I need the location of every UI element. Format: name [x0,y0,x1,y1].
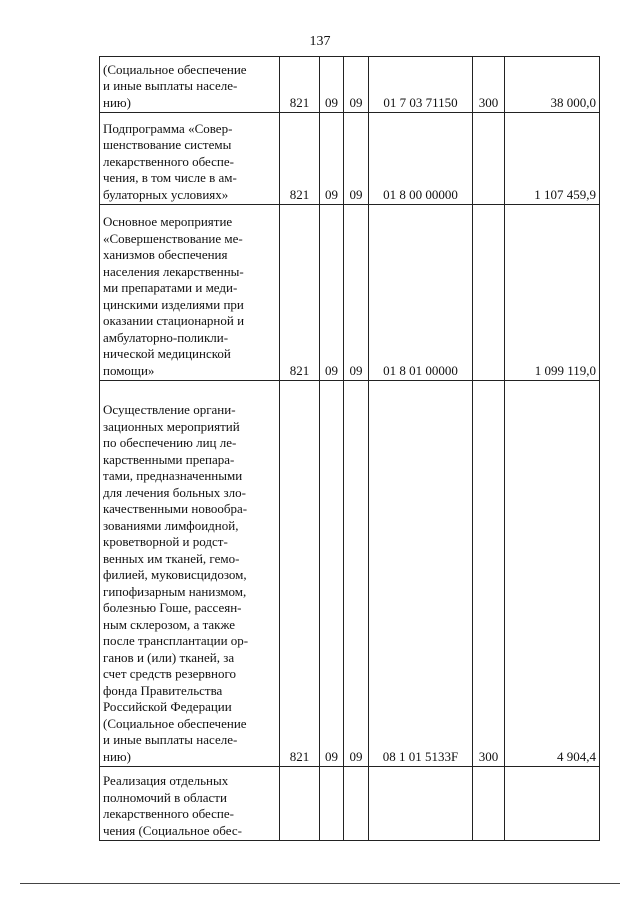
target-code: 01 8 01 00000 [369,205,473,381]
amount: 38 000,0 [505,57,600,113]
row-name: Реализация отдельных полномочий в области лекарственного обеспе- чения (Социальное обес- [100,767,280,841]
expense-type-code [473,205,505,381]
ministry-code: 821 [280,205,320,381]
expense-type-code: 300 [473,57,505,113]
section-code: 09 [320,205,344,381]
subsection-code [344,767,369,841]
target-code: 01 8 00 00000 [369,113,473,205]
row-name: Осуществление органи- зационных мероприятий по обеспечению лиц ле- карственными препара- тами, предназначенными для лечения больных зло- качественными новообра- зованиями лимфоидной, кроветворной и родст- венных им тканей, гемо- филией, муковисцидозом, гипофизарным нанизмом, болезнью Гоше, рассеян- ным склерозом, а также после трансплантации ор- ганов и (или) тканей, за счет средств резервного фонда Правительства Российской Федерации (Социальное обеспечение и иные выплаты населе- нию) [100,381,280,767]
subsection-code: 09 [344,113,369,205]
expense-type-code [473,113,505,205]
amount: 1 099 119,0 [505,205,600,381]
amount: 4 904,4 [505,381,600,767]
expense-type-code: 300 [473,381,505,767]
row-name: (Социальное обеспечение и иные выплаты населе- нию) [100,57,280,113]
budget-table [99,56,600,841]
amount [505,767,600,841]
subsection-code: 09 [344,205,369,381]
table-row [100,205,600,381]
target-code: 08 1 01 5133F [369,381,473,767]
expense-type-code [473,767,505,841]
table-row [100,57,600,113]
section-code: 09 [320,381,344,767]
target-code [369,767,473,841]
section-code [320,767,344,841]
page-bottom-rule [20,883,620,884]
amount: 1 107 459,9 [505,113,600,205]
row-name: Основное мероприятие «Совершенствование ме- ханизмов обеспечения населения лекарственны- ми препаратами и меди- цинскими изделиями при оказании стационарной и амбулаторно-поликли- нической медицинской помощи» [100,205,280,381]
ministry-code: 821 [280,113,320,205]
subsection-code: 09 [344,57,369,113]
section-code: 09 [320,113,344,205]
table-row [100,113,600,205]
table-row [100,381,600,767]
target-code: 01 7 03 71150 [369,57,473,113]
table-row [100,767,600,841]
section-code: 09 [320,57,344,113]
subsection-code: 09 [344,381,369,767]
page-number: 137 [309,34,331,49]
ministry-code: 821 [280,57,320,113]
ministry-code: 821 [280,381,320,767]
ministry-code [280,767,320,841]
row-name: Подпрограмма «Совер- шенствование системы лекарственного обеспе- чения, в том числе в ам- булаторных условиях» [100,113,280,205]
